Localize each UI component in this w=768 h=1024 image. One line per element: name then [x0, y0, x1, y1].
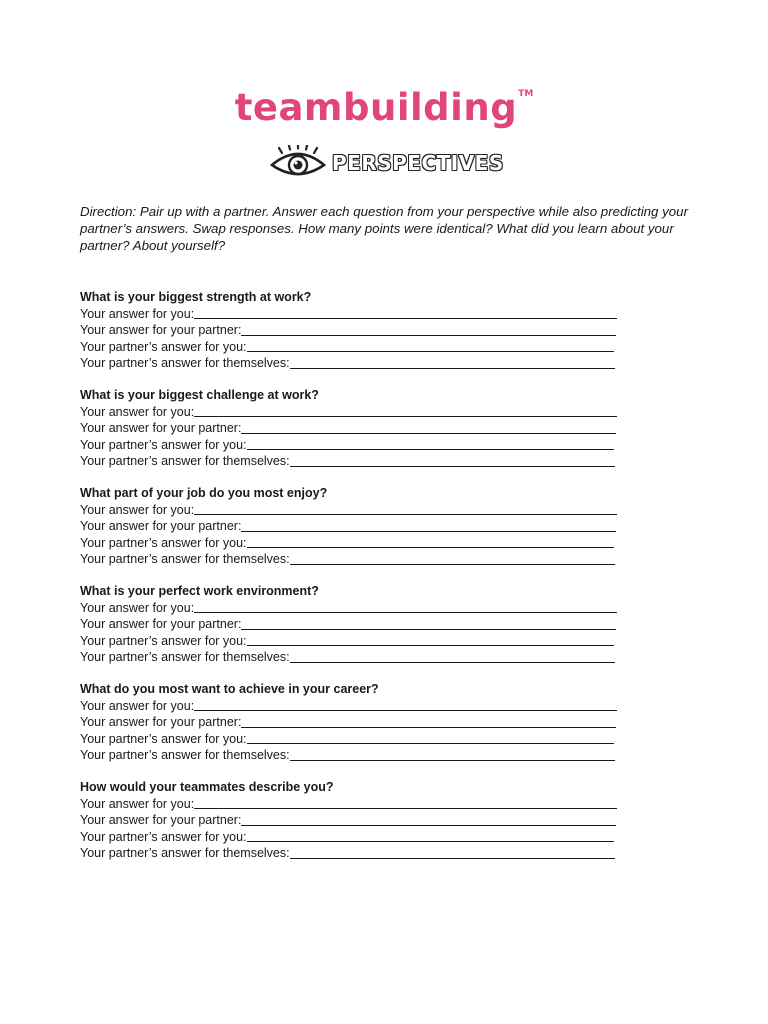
- question-section: [80, 681, 640, 764]
- answer-blank[interactable]: [247, 351, 614, 352]
- question-section: [80, 485, 640, 568]
- answer-label: Your answer for you:: [80, 796, 195, 811]
- answer-label: Your answer for you:: [80, 502, 195, 517]
- answer-line: [80, 731, 640, 748]
- question-heading: How would your teammates describe you?: [80, 780, 334, 794]
- answer-blank[interactable]: [290, 662, 615, 663]
- answer-label: Your answer for you:: [80, 600, 195, 615]
- answer-blank[interactable]: [290, 760, 615, 761]
- answer-line: [80, 633, 640, 650]
- question-heading: What part of your job do you most enjoy?: [80, 486, 328, 500]
- answer-line: [80, 437, 640, 454]
- answer-line: [80, 306, 640, 323]
- perspectives-logo: [268, 143, 504, 183]
- question-section: [80, 779, 640, 862]
- answer-label: Your answer for your partner:: [80, 813, 242, 827]
- answer-blank[interactable]: [194, 416, 617, 417]
- answer-line: [80, 535, 640, 552]
- answer-label: Your answer for your partner:: [80, 323, 242, 337]
- answer-line: [80, 322, 640, 339]
- answer-label: Your answer for you:: [80, 404, 195, 419]
- answer-line: [80, 355, 640, 372]
- answer-blank[interactable]: [194, 318, 617, 319]
- answer-blank[interactable]: [241, 531, 616, 532]
- answer-blank[interactable]: [194, 710, 617, 711]
- answer-line: [80, 518, 640, 535]
- directions-paragraph: Direction: Pair up with a partner. Answer each question from your perspective while also predicting your partner’s answers. Swap responses. How many points were identical? What did you learn about your partner? About yourself?: [80, 204, 689, 253]
- answer-blank[interactable]: [241, 825, 616, 826]
- answer-blank[interactable]: [241, 433, 616, 434]
- answer-label: Your partner’s answer for you:: [80, 535, 247, 550]
- answer-blank[interactable]: [247, 743, 614, 744]
- answer-line: [80, 339, 640, 356]
- answer-blank[interactable]: [194, 514, 617, 515]
- answer-label: Your partner’s answer for themselves:: [80, 356, 290, 370]
- answer-blank[interactable]: [290, 858, 615, 859]
- answer-label: Your answer for your partner:: [80, 617, 242, 631]
- answer-line: [80, 714, 640, 731]
- answer-line: [80, 404, 640, 421]
- eye-icon: [268, 145, 328, 181]
- answer-line: [80, 502, 640, 519]
- answer-blank[interactable]: [247, 547, 614, 548]
- question-section: [80, 387, 640, 470]
- question-heading: What is your perfect work environment?: [80, 584, 319, 598]
- answer-blank[interactable]: [247, 449, 614, 450]
- answer-blank[interactable]: [290, 466, 615, 467]
- question-section: [80, 289, 640, 372]
- question-heading: What do you most want to achieve in your career?: [80, 682, 379, 696]
- answer-blank[interactable]: [290, 368, 615, 369]
- answer-blank[interactable]: [194, 808, 617, 809]
- answer-blank[interactable]: [290, 564, 615, 565]
- brand-name: teambuilding: [234, 86, 518, 129]
- question-heading: What is your biggest challenge at work?: [80, 388, 319, 402]
- answer-line: [80, 747, 640, 764]
- brand-logo: [0, 86, 768, 129]
- answer-label: Your answer for your partner:: [80, 421, 242, 435]
- answer-line: [80, 796, 640, 813]
- answer-line: [80, 616, 640, 633]
- answer-line: [80, 649, 640, 666]
- answer-label: Your answer for you:: [80, 306, 195, 321]
- answer-line: [80, 600, 640, 617]
- question-heading: What is your biggest strength at work?: [80, 290, 312, 304]
- answer-label: Your partner’s answer for you:: [80, 633, 247, 648]
- answer-blank[interactable]: [247, 645, 614, 646]
- answer-line: [80, 551, 640, 568]
- answer-label: Your partner’s answer for themselves:: [80, 748, 290, 762]
- answer-label: Your partner’s answer for you:: [80, 339, 247, 354]
- answer-label: Your answer for you:: [80, 698, 195, 713]
- answer-label: Your partner’s answer for you:: [80, 731, 247, 746]
- answer-blank[interactable]: [194, 612, 617, 613]
- answer-label: Your partner’s answer for themselves:: [80, 846, 290, 860]
- answer-line: [80, 698, 640, 715]
- answer-blank[interactable]: [241, 629, 616, 630]
- answer-line: [80, 453, 640, 470]
- question-section: [80, 583, 640, 666]
- answer-label: Your answer for your partner:: [80, 519, 242, 533]
- perspectives-wordmark: PERSPECTIVES: [332, 151, 504, 175]
- trademark: TM: [518, 89, 534, 99]
- answer-line: [80, 829, 640, 846]
- answer-label: Your partner’s answer for themselves:: [80, 552, 290, 566]
- answer-line: [80, 845, 640, 862]
- answer-label: Your partner’s answer for you:: [80, 437, 247, 452]
- answer-line: [80, 812, 640, 829]
- answer-line: [80, 420, 640, 437]
- answer-label: Your partner’s answer for themselves:: [80, 454, 290, 468]
- answer-blank[interactable]: [241, 727, 616, 728]
- answer-blank[interactable]: [247, 841, 614, 842]
- answer-label: Your answer for your partner:: [80, 715, 242, 729]
- answer-label: Your partner’s answer for you:: [80, 829, 247, 844]
- answer-label: Your partner’s answer for themselves:: [80, 650, 290, 664]
- answer-blank[interactable]: [241, 335, 616, 336]
